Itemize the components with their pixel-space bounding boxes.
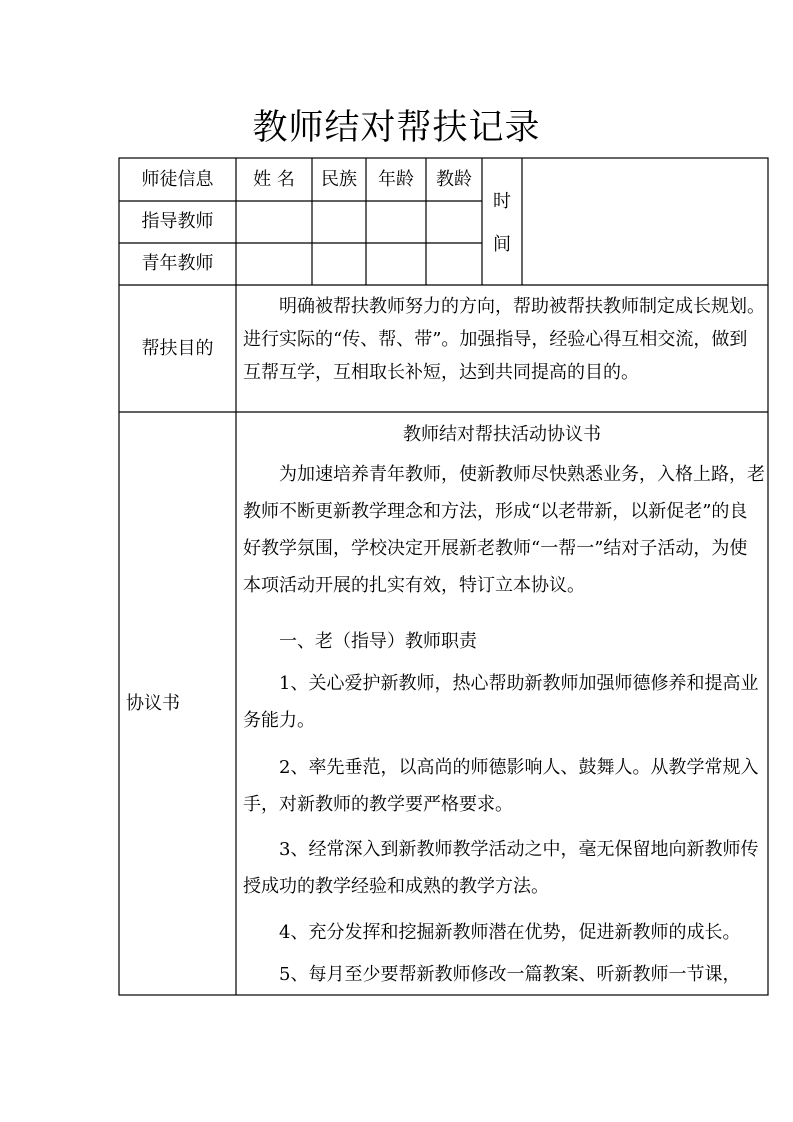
duty-item-5: 5、每月至少要帮新教师修改一篇教案、听新教师一节课， [279,964,741,985]
page-title: 教师结对帮扶记录 [252,108,541,148]
mentor-label: 指导教师 [141,211,214,232]
time-label-1: 时 [493,191,511,212]
time-label-2: 间 [493,234,511,255]
duty-item-1: 1、关心爱护新教师，热心帮助新教师加强师德修养和提高业务能力。 [243,673,759,731]
info-row-label: 师徒信息 [141,169,214,190]
agreement-label: 协议书 [126,693,180,714]
duty-item-4: 4、充分发挥和挖掘新教师潜在优势，促进新教师的成长。 [279,922,741,943]
purpose-label: 帮扶目的 [141,338,214,359]
col-ethnicity: 民族 [321,169,357,190]
col-age: 年龄 [378,169,414,190]
duty-item-3: 3、经常深入到新教师教学活动之中，毫无保留地向新教师传授成功的教学经验和成熟的教学方法。 [243,839,759,897]
duty-item-2: 2、率先垂范，以高尚的师德影响人、鼓舞人。从教学常规入手，对新教师的教学要严格要求。 [243,757,759,815]
section-mentor-duties: 一、老（指导）教师职责 [279,631,477,652]
col-teaching-years: 教龄 [436,169,472,190]
agreement-heading: 教师结对帮扶活动协议书 [403,424,601,445]
agreement-intro: 为加速培养青年教师，使新教师尽快熟悉业务，入格上路，老教师不断更新教学理念和方法，形成“以老带新，以新促老”的良好教学氛围，学校决定开展新老教师“一帮一”结对子活动，为使本项活动开展的扎实有效，特订立本协议。 [243,464,765,596]
col-name: 姓 名 [253,169,295,190]
purpose-text: 明确被帮扶教师努力的方向，帮助被帮扶教师制定成长规划。进行实际的“传、帮、带”。加强指导，经验心得互相交流，做到互帮互学，互相取长补短，达到共同提高的目的。 [243,296,765,383]
young-teacher-label: 青年教师 [141,253,214,274]
